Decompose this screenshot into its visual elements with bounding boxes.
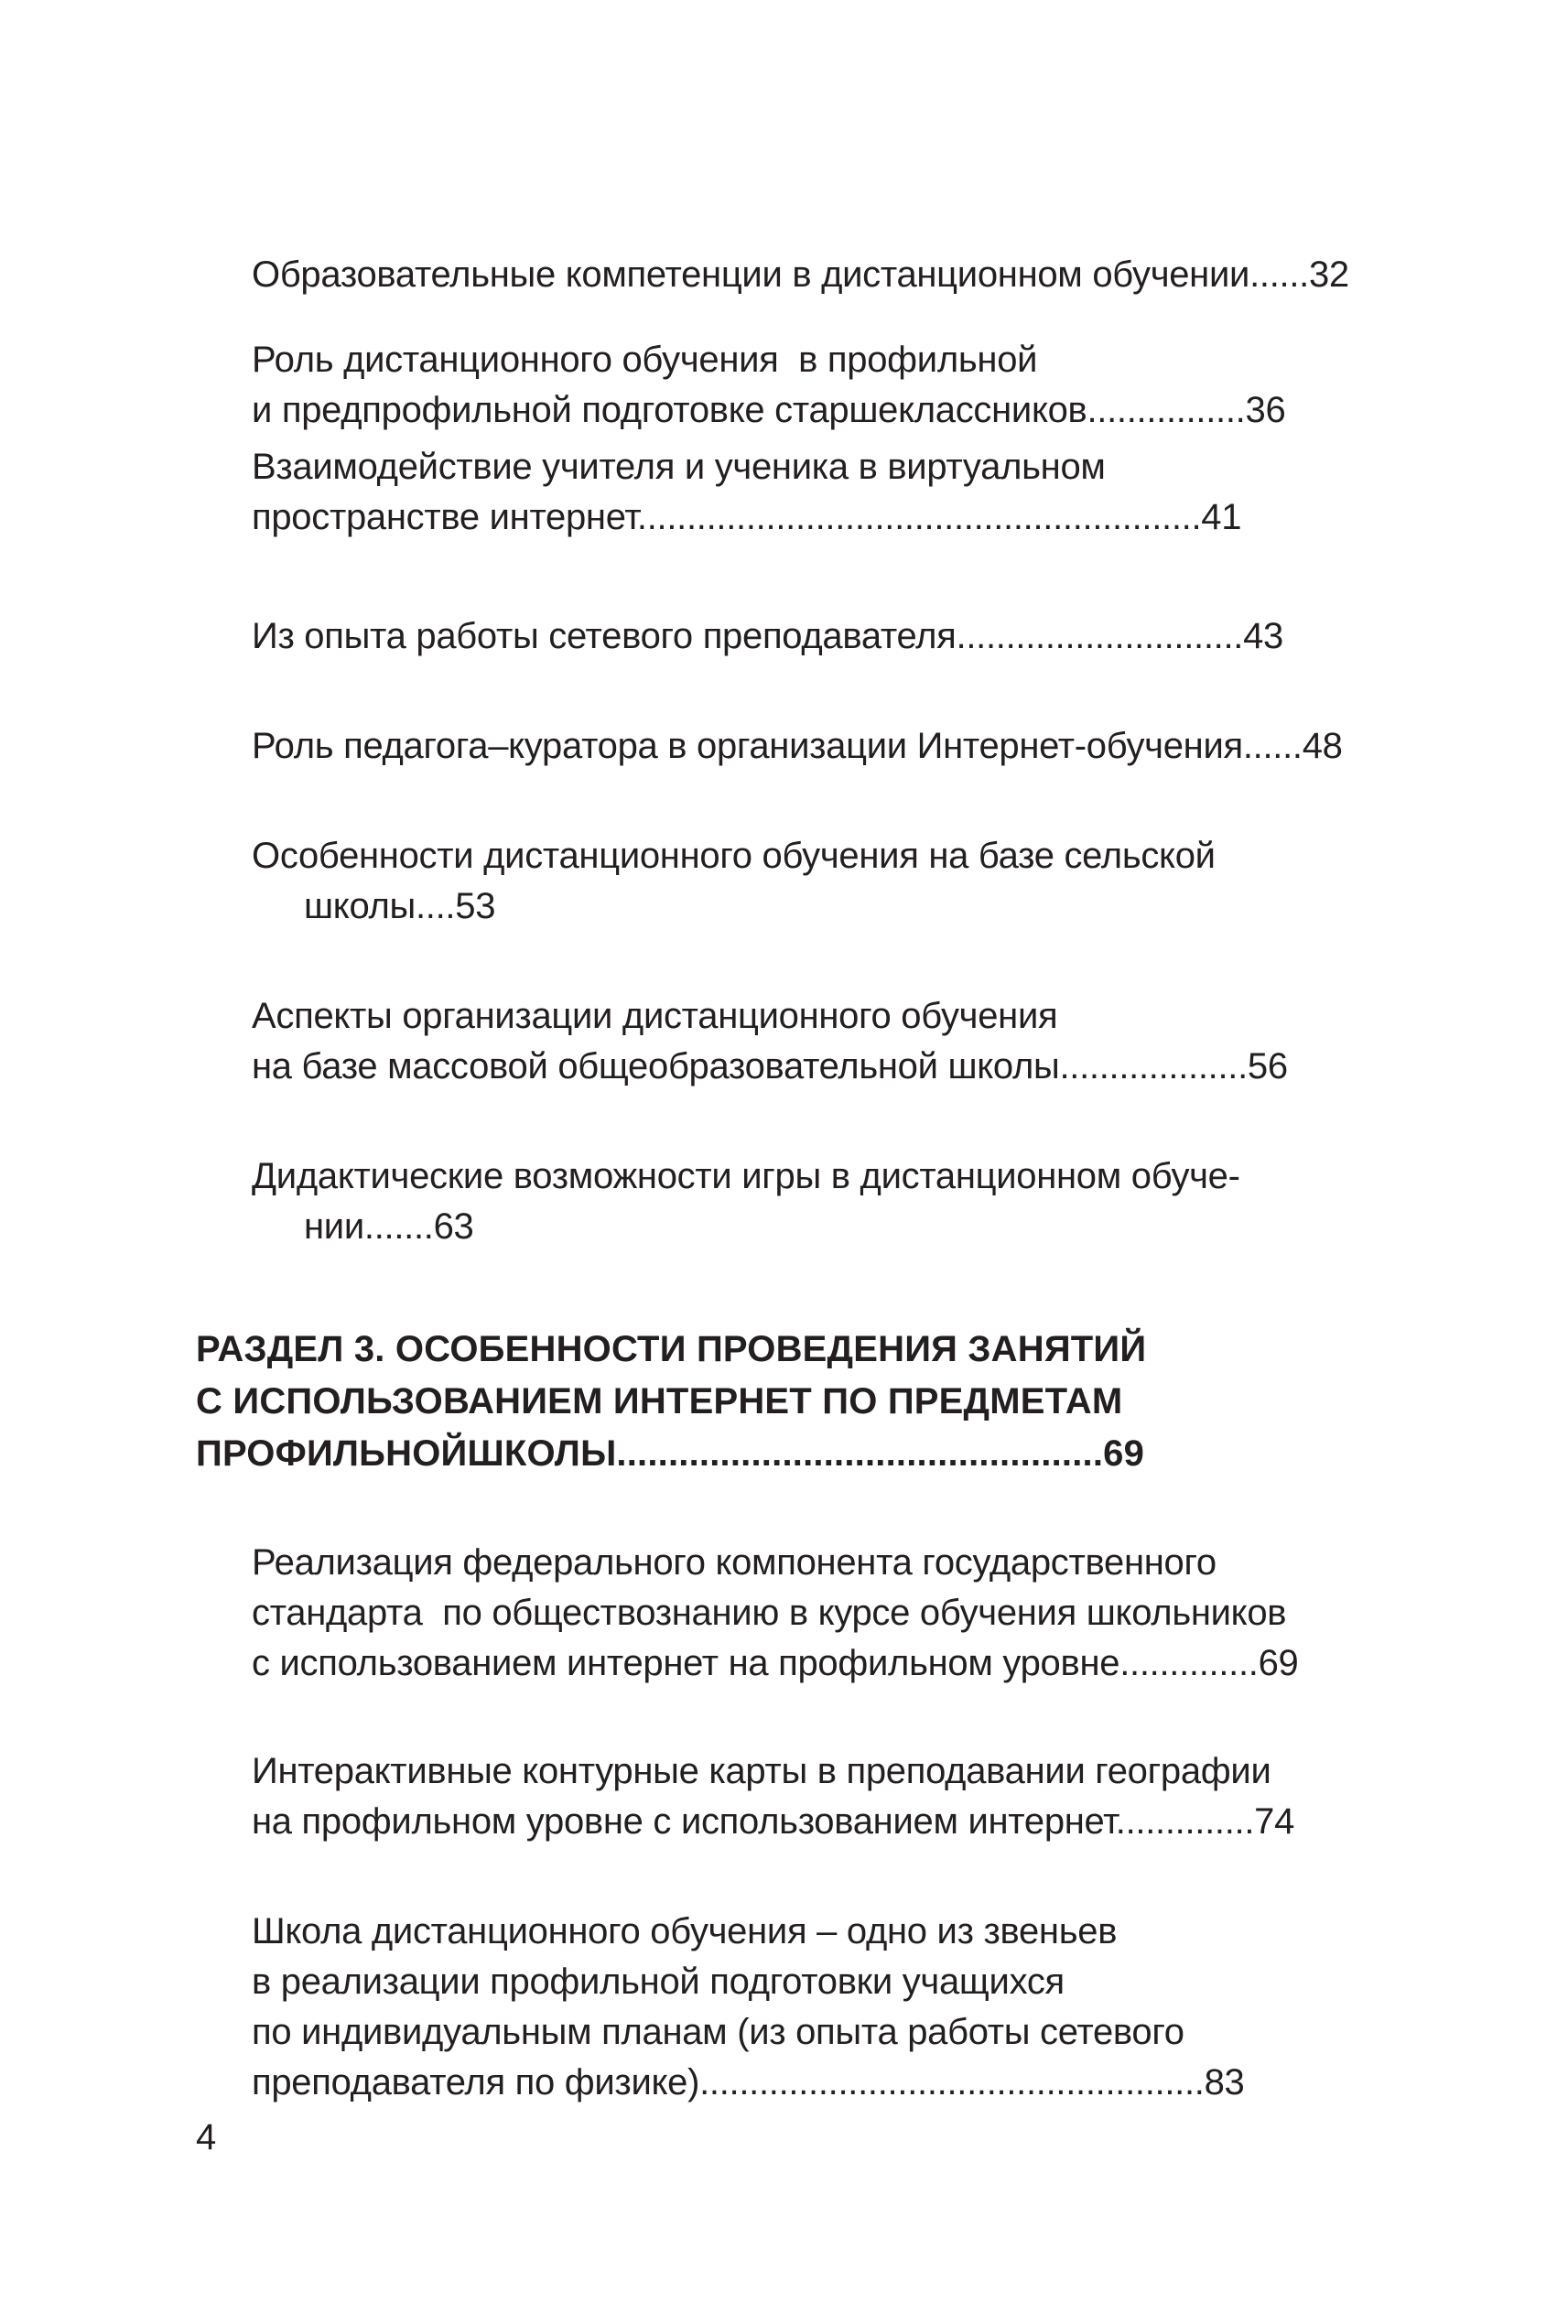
toc-entry-physics-line-1: Школа дистанционного обучения – одно из звеньев <box>252 1911 1118 1951</box>
toc-entry-mass-school-line-2: на базе массовой общеобразовательной школы...................56 <box>252 1046 1288 1086</box>
toc-entry-rural-school-line-1: Особенности дистанционного обучения на базе сельской <box>252 836 1216 876</box>
toc-entry-competencies: Образовательные компетенции в дистанционном обучении......32 <box>252 254 1349 295</box>
toc-entry-mass-school-line-1: Аспекты организации дистанционного обучения <box>252 996 1058 1036</box>
toc-entry-curator: Роль педагога–куратора в организации Интернет-обучения......48 <box>252 726 1343 766</box>
toc-entry-games-line-1: Дидактические возможности игры в дистанционном обуче- <box>252 1156 1240 1196</box>
toc-entry-geography-line-2: на профильном уровне с использованием интернет..............74 <box>252 1801 1295 1842</box>
toc-entry-profile-training-line-2: и предпрофильной подготовке старшеклассников................36 <box>252 390 1286 430</box>
toc-entry-rural-school-line-2: школы....53 <box>304 886 496 926</box>
section-heading-line-3: ПРОФИЛЬНОЙШКОЛЫ...............................................69 <box>196 1433 1145 1474</box>
toc-entry-physics-line-2: в реализации профильной подготовки учащихся <box>252 1962 1065 2002</box>
toc-entry-interaction-line-1: Взаимодействие учителя и ученика в виртуальном <box>252 447 1106 487</box>
toc-entry-social-studies-line-3: с использованием интернет на профильном уровне..............69 <box>252 1643 1299 1683</box>
toc-entry-interaction-line-2: пространстве интернет.........................................................41 <box>252 497 1242 537</box>
toc-entry-social-studies-line-1: Реализация федерального компонента государственного <box>252 1542 1217 1583</box>
toc-entry-physics-line-4: преподавателя по физике)...................................................83 <box>252 2062 1245 2102</box>
toc-entry-profile-training-line-1: Роль дистанционного обучения в профильной <box>252 340 1038 380</box>
toc-entry-social-studies-line-2: стандарта по обществознанию в курсе обучения школьников <box>252 1593 1287 1633</box>
toc-entry-geography-line-1: Интерактивные контурные карты в преподавании географии <box>252 1751 1271 1791</box>
section-heading-line-1: РАЗДЕЛ 3. ОСОБЕННОСТИ ПРОВЕДЕНИЯ ЗАНЯТИЙ <box>196 1329 1147 1369</box>
section-heading-line-2: С ИСПОЛЬЗОВАНИЕМ ИНТЕРНЕТ ПО ПРЕДМЕТАМ <box>196 1381 1123 1421</box>
toc-entry-games-line-2: нии.......63 <box>304 1206 474 1247</box>
toc-entry-physics-line-3: по индивидуальным планам (из опыта работы сетевого <box>252 2012 1184 2052</box>
toc-entry-network-teacher: Из опыта работы сетевого преподавателя.............................43 <box>252 616 1283 656</box>
page-number: 4 <box>196 2117 217 2157</box>
